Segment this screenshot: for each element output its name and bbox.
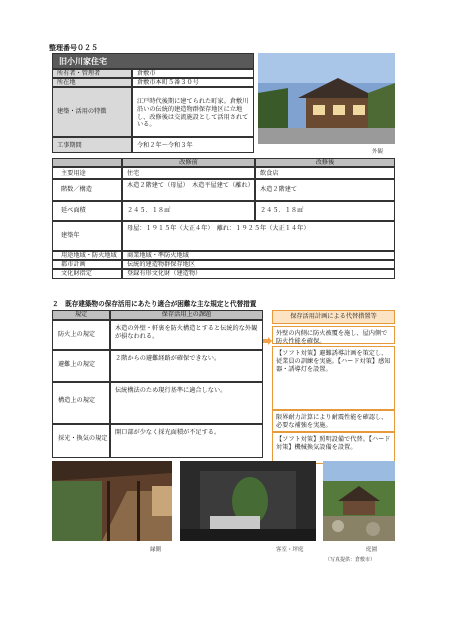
- section2-title: ２ 既存建築物の保存活用にあたり適合が困難な主な規定と代替措置: [52, 300, 257, 308]
- measure-issue-3: 開口部が少なく採光面積が不足する。: [110, 424, 263, 458]
- location-label: 所在地: [52, 78, 132, 87]
- caption-room-garden: 客室・坪庭: [276, 547, 304, 553]
- period-value: 令和２年～令和３年: [132, 137, 254, 153]
- spec-after-area: ２４５．１８㎡: [255, 201, 395, 221]
- spec-table-header-blank: [52, 158, 122, 167]
- garden-photo: [323, 461, 395, 541]
- spec-label-use: 主要用途: [52, 167, 122, 179]
- document-number: 整理番号０２５: [49, 44, 98, 52]
- spec-before-area: ２４５．１８㎡: [122, 201, 255, 221]
- spec-before-structure: 木造２階建て（母屋） 木造平屋建て（離れ）: [122, 179, 255, 201]
- spec-label-zoning: 用途地域・防火地域: [52, 251, 122, 260]
- exterior-photo-caption: 外観: [372, 149, 384, 155]
- garden-photo-image: [323, 461, 395, 541]
- measure-2: 限界耐力計算により耐震性能を確認し、必要な補強を実施。: [272, 410, 395, 432]
- photo-credit: （写真提供：倉敷市）: [325, 557, 376, 563]
- period-label: 工事期間: [52, 137, 132, 153]
- measures-table: [52, 310, 395, 458]
- owner-label: 所有者・管理者: [52, 69, 132, 78]
- spec-after-use: 飲食店: [255, 167, 395, 179]
- measure-0: 外壁の内側に防火被覆を施し、屋内側で防火性能を確保。: [272, 326, 395, 344]
- spec-year-value: 母屋：１９１５年（大正４年） 離れ：１９２５年（大正１４年）: [122, 221, 395, 251]
- owner-value: 倉敷市: [132, 69, 254, 78]
- building-name: 旧小川家住宅: [52, 53, 254, 69]
- measures-header-rule: 規定: [52, 310, 110, 320]
- location-value: 倉敷市本町５番３０号: [132, 78, 254, 87]
- spec-zoning-value: 商業地域・準防火地域: [122, 251, 395, 260]
- measure-rule-0: 防火上の規定: [52, 320, 110, 350]
- measure-issue-0: 木造の外壁・軒裏を防火構造とすると伝統的な外観が損なわれる。: [110, 320, 263, 350]
- spec-after-structure: 木造２階建て: [255, 179, 395, 201]
- room-garden-photo: [180, 461, 316, 541]
- arrow-icon: [263, 330, 272, 338]
- building-info-table: [52, 53, 254, 153]
- spec-label-structure: 階数／構造: [52, 179, 122, 201]
- measure-rule-1: 避難上の規定: [52, 350, 110, 382]
- measures-header-issue: 保存活用上の課題: [110, 310, 263, 320]
- spec-before-use: 住宅: [122, 167, 255, 179]
- spec-table: [52, 158, 395, 286]
- measure-issue-1: ２階からの避難経路が確保できない。: [110, 350, 263, 382]
- engawa-photo: [52, 461, 172, 541]
- spec-label-year: 建築年: [52, 221, 122, 251]
- spec-label-heritage: 文化財指定: [52, 269, 122, 279]
- spec-label-planning: 都市計画: [52, 260, 122, 269]
- spec-planning-value: 伝統的建造物群保存地区: [122, 260, 395, 269]
- measure-issue-2: 伝統構法のため現行基準に適合しない。: [110, 382, 263, 424]
- exterior-photo: [258, 53, 395, 144]
- spec-heritage-value: 登録有形文化財（建造物）: [122, 269, 395, 279]
- caption-engawa: 縁側: [150, 547, 162, 553]
- spec-label-area: 延べ面積: [52, 201, 122, 221]
- measures-header-measure: 保存活用計画による代替措置等: [272, 310, 395, 324]
- measure-rule-2: 構造上の規定: [52, 382, 110, 424]
- room-garden-photo-image: [180, 461, 316, 541]
- spec-header-after: 改修後: [255, 158, 395, 167]
- exterior-photo-image: [258, 53, 395, 144]
- measure-rule-3: 採光・換気の規定: [52, 424, 110, 458]
- feature-value: 江戸時代後期に建てられた町家。倉敷川沿いの伝統的建造物群保存地区に立地し、改修後は交流施設として活用されている。: [132, 87, 254, 137]
- spec-header-before: 改修前: [122, 158, 255, 167]
- measure-1: 【ソフト対策】避難誘導計画を策定し、従業員の訓練を実施。【ハード対策】感知器・誘導灯を設置。: [272, 346, 395, 410]
- caption-garden: 庭園: [366, 547, 378, 553]
- feature-label-text: 建築・活用の特徴: [57, 108, 107, 115]
- feature-label: [52, 87, 132, 137]
- measure-3: 【ソフト対策】照明設備で代替。【ハード対策】機械換気設備を設置。: [272, 432, 395, 464]
- engawa-photo-image: [52, 461, 172, 541]
